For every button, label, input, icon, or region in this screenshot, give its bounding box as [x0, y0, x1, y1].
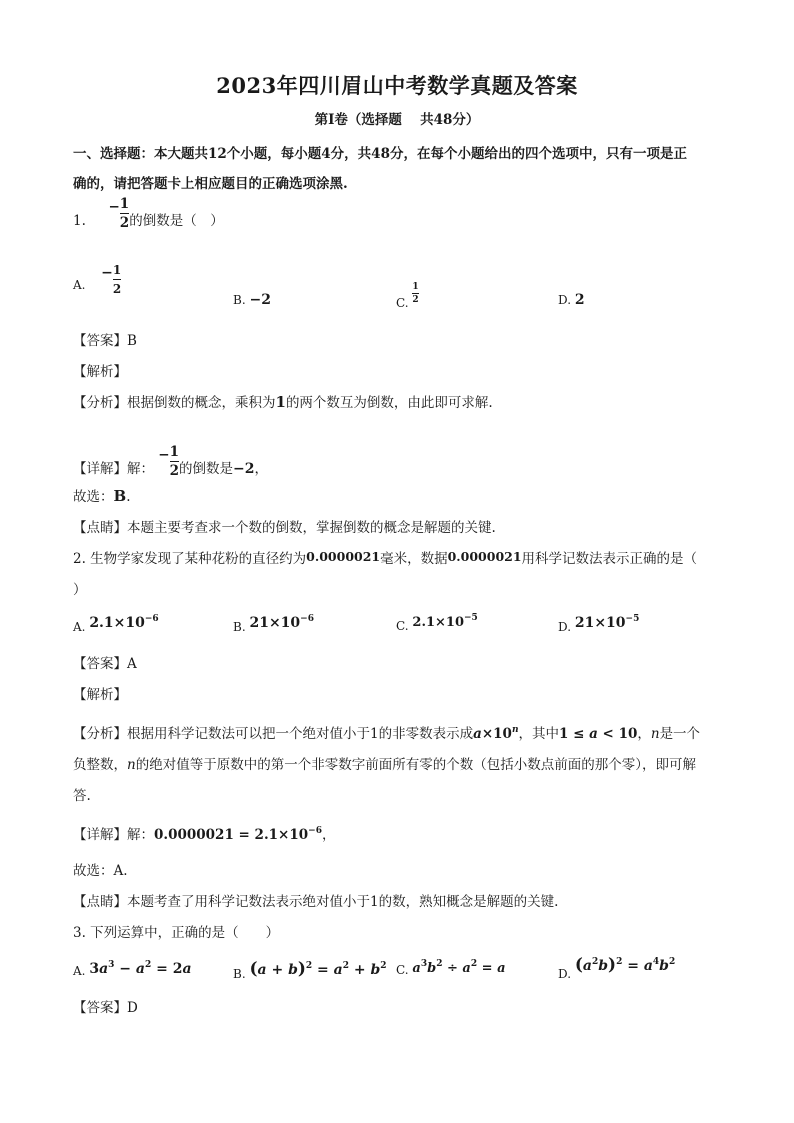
q3-option-d-label: D.	[558, 967, 572, 981]
question-1-neg-sign: −	[108, 199, 120, 215]
q2-option-b-base: 21×10	[249, 615, 301, 631]
question-1-dianjing: 【点睛】本题主要考查求一个数的倒数，掌握倒数的概念是解题的关键.	[73, 520, 496, 536]
question-1-answer: 【答案】B	[73, 333, 137, 349]
q2-fenxi-n: n	[650, 726, 660, 742]
question-1-option-d	[558, 292, 585, 308]
question-2-fenxi-line-1	[73, 722, 700, 742]
q2-fenxi-ineq-c: < 10	[597, 726, 638, 742]
xiangjie-value: −2	[233, 461, 255, 477]
q3-option-c-label: C.	[396, 963, 409, 977]
q2-fenxi-expr-b: ×10	[481, 726, 512, 742]
question-2-dianjing: 【点睛】本题考查了用科学记数法表示绝对值小于1的数，熟知概念是解题的关键.	[73, 894, 559, 910]
question-1-stem	[73, 196, 224, 239]
question-3-stem: 3. 下列运算中，正确的是（ ）	[73, 925, 280, 941]
xiangjie-text-c: ，	[254, 461, 268, 477]
q2-option-c-exp: −5	[464, 613, 478, 623]
q2-fenxi-a: 【分析】根据用科学记数法可以把一个绝对值小于1的非零数表示成	[73, 726, 474, 742]
question-3-option-d: D. $(a^2b)^2 = a^4b^2$	[558, 955, 676, 981]
question-3-answer: 【答案】D	[73, 1000, 138, 1016]
option-b-value: −2	[249, 292, 271, 308]
question-1-guxuan	[73, 485, 130, 505]
option-c-numerator: 1	[412, 282, 419, 292]
q2-xiangjie-a: 【详解】解：	[73, 827, 154, 843]
guxuan-period: .	[126, 489, 131, 505]
xiangjie-denominator: 2	[169, 463, 180, 479]
fenxi-text-a: 【分析】根据倒数的概念，乘积为	[73, 395, 276, 411]
option-a-fraction	[113, 262, 121, 297]
q2-fenxi-ineq-a: 1 ≤	[559, 726, 590, 742]
q2-number-2: 0.0000021	[447, 549, 522, 564]
q2-option-c-base: 2.1×10	[412, 615, 465, 630]
q2-option-a-base: 2.1×10	[89, 615, 145, 631]
q2-number-1: 0.0000021	[306, 549, 381, 564]
question-1-analysis-heading: 【解析】	[73, 364, 127, 380]
q2-fenxi-expr-exp: n	[511, 725, 519, 735]
q2-xiangjie-exp: −6	[308, 826, 322, 836]
fenxi-one: 1	[275, 393, 286, 411]
question-1-xiangjie	[73, 442, 268, 477]
question-1-fenxi	[73, 391, 493, 411]
section-instructions-line-1: 一、选择题：本大题共12个小题，每小题4分，共48分，在每个小题给出的四个选项中，只有一项是正	[73, 146, 687, 162]
q2-fenxi-ineq-b: a	[589, 726, 598, 742]
option-c-denominator: 2	[412, 295, 419, 305]
q2-stem-b: 毫米，数据	[380, 551, 448, 567]
q2-option-b-label: B.	[233, 620, 246, 634]
option-c-fraction	[412, 282, 418, 305]
xiangjie-fraction	[170, 444, 179, 479]
q2-fenxi-expr-a: a	[473, 726, 482, 742]
question-2-xiangjie	[73, 823, 335, 843]
q2-option-c-label: C.	[396, 619, 409, 633]
question-3-option-b: B. $(a + b)^2 = a^2 + b^2$	[233, 959, 387, 981]
question-3-option-a: A. $3a^3 - a^2 = 2a$	[73, 960, 192, 978]
q2-fenxi-line2-n: n	[127, 757, 136, 773]
q3-option-b-label: B.	[233, 967, 246, 981]
guxuan-value: B	[113, 487, 127, 505]
option-b-label: B.	[233, 293, 246, 307]
guxuan-text: 故选：	[73, 489, 114, 505]
xiangjie-text-a: 【详解】解：	[73, 461, 154, 477]
option-d-label: D.	[558, 293, 572, 307]
question-2-answer: 【答案】A	[73, 656, 137, 672]
q2-option-d-label: D.	[558, 620, 572, 634]
question-2-option-b	[233, 614, 314, 635]
question-2-fenxi-line-2	[73, 753, 696, 773]
q2-stem-c: 用科学记数法表示正确的是（	[521, 551, 698, 567]
xiangjie-numerator: 1	[169, 444, 180, 460]
option-c-label: C.	[396, 296, 409, 310]
q2-fenxi-line2-b: 的绝对值等于原数中的第一个非零数字前面所有零的个数（包括小数点前面的那个零），即可解	[135, 757, 696, 773]
question-1-option-b	[233, 292, 271, 308]
fenxi-text-b: 的两个数互为倒数，由此即可求解.	[285, 395, 493, 411]
q2-xiangjie-b: ，	[321, 827, 336, 843]
q2-fenxi-c: ，	[637, 726, 651, 742]
question-1-number: 1.	[73, 213, 86, 229]
option-a-numerator: 1	[112, 263, 122, 277]
option-a-label: A.	[73, 278, 86, 292]
question-2-option-a	[73, 614, 159, 635]
question-1-option-c	[396, 282, 419, 310]
xiangjie-neg-sign: −	[158, 447, 170, 463]
question-2-fenxi-line-3: 答.	[73, 788, 91, 804]
q3-option-a-label: A.	[73, 964, 86, 978]
question-1-fraction-denominator: 2	[119, 215, 130, 231]
q2-stem-a: 2. 生物学家发现了某种花粉的直径约为	[73, 551, 307, 567]
q2-fenxi-d: 是一个	[659, 726, 701, 742]
q2-option-a-label: A.	[73, 620, 86, 634]
section-instructions-line-2: 确的，请把答题卡上相应题目的正确选项涂黑.	[73, 176, 348, 192]
section-subtitle: 第Ⅰ卷（选择题 共48分）	[314, 112, 480, 128]
question-1-fraction-numerator: 1	[119, 196, 130, 212]
q2-xiangjie-expr: 0.0000021 = 2.1×10	[154, 827, 309, 843]
q2-option-b-exp: −6	[300, 614, 314, 624]
q2-fenxi-line2-a: 负整数，	[73, 757, 127, 773]
option-a-denominator: 2	[112, 282, 122, 296]
question-2-option-d	[558, 614, 640, 635]
question-3-option-c: C. $a^3b^2 \div a^2 = a$	[396, 959, 506, 977]
q2-option-a-exp: −6	[144, 614, 159, 624]
q2-option-d-exp: −5	[625, 614, 640, 624]
question-2-stem	[73, 547, 697, 567]
q2-fenxi-b: ，其中	[518, 726, 559, 742]
q2-option-d-base: 21×10	[574, 615, 626, 631]
question-1-option-a	[73, 263, 122, 303]
question-2-stem-close: ）	[73, 582, 87, 598]
question-1-stem-text: 的倒数是（ ）	[129, 213, 224, 229]
question-1-fraction	[120, 196, 129, 231]
option-a-sign: −	[101, 265, 113, 281]
question-2-analysis-heading: 【解析】	[73, 687, 127, 703]
question-2-guxuan: 故选：A.	[73, 863, 128, 879]
xiangjie-text-b: 的倒数是	[179, 461, 234, 477]
document-title: 2023年四川眉山中考数学真题及答案	[216, 73, 578, 98]
question-2-option-c	[396, 613, 478, 634]
option-d-value: 2	[574, 292, 585, 308]
